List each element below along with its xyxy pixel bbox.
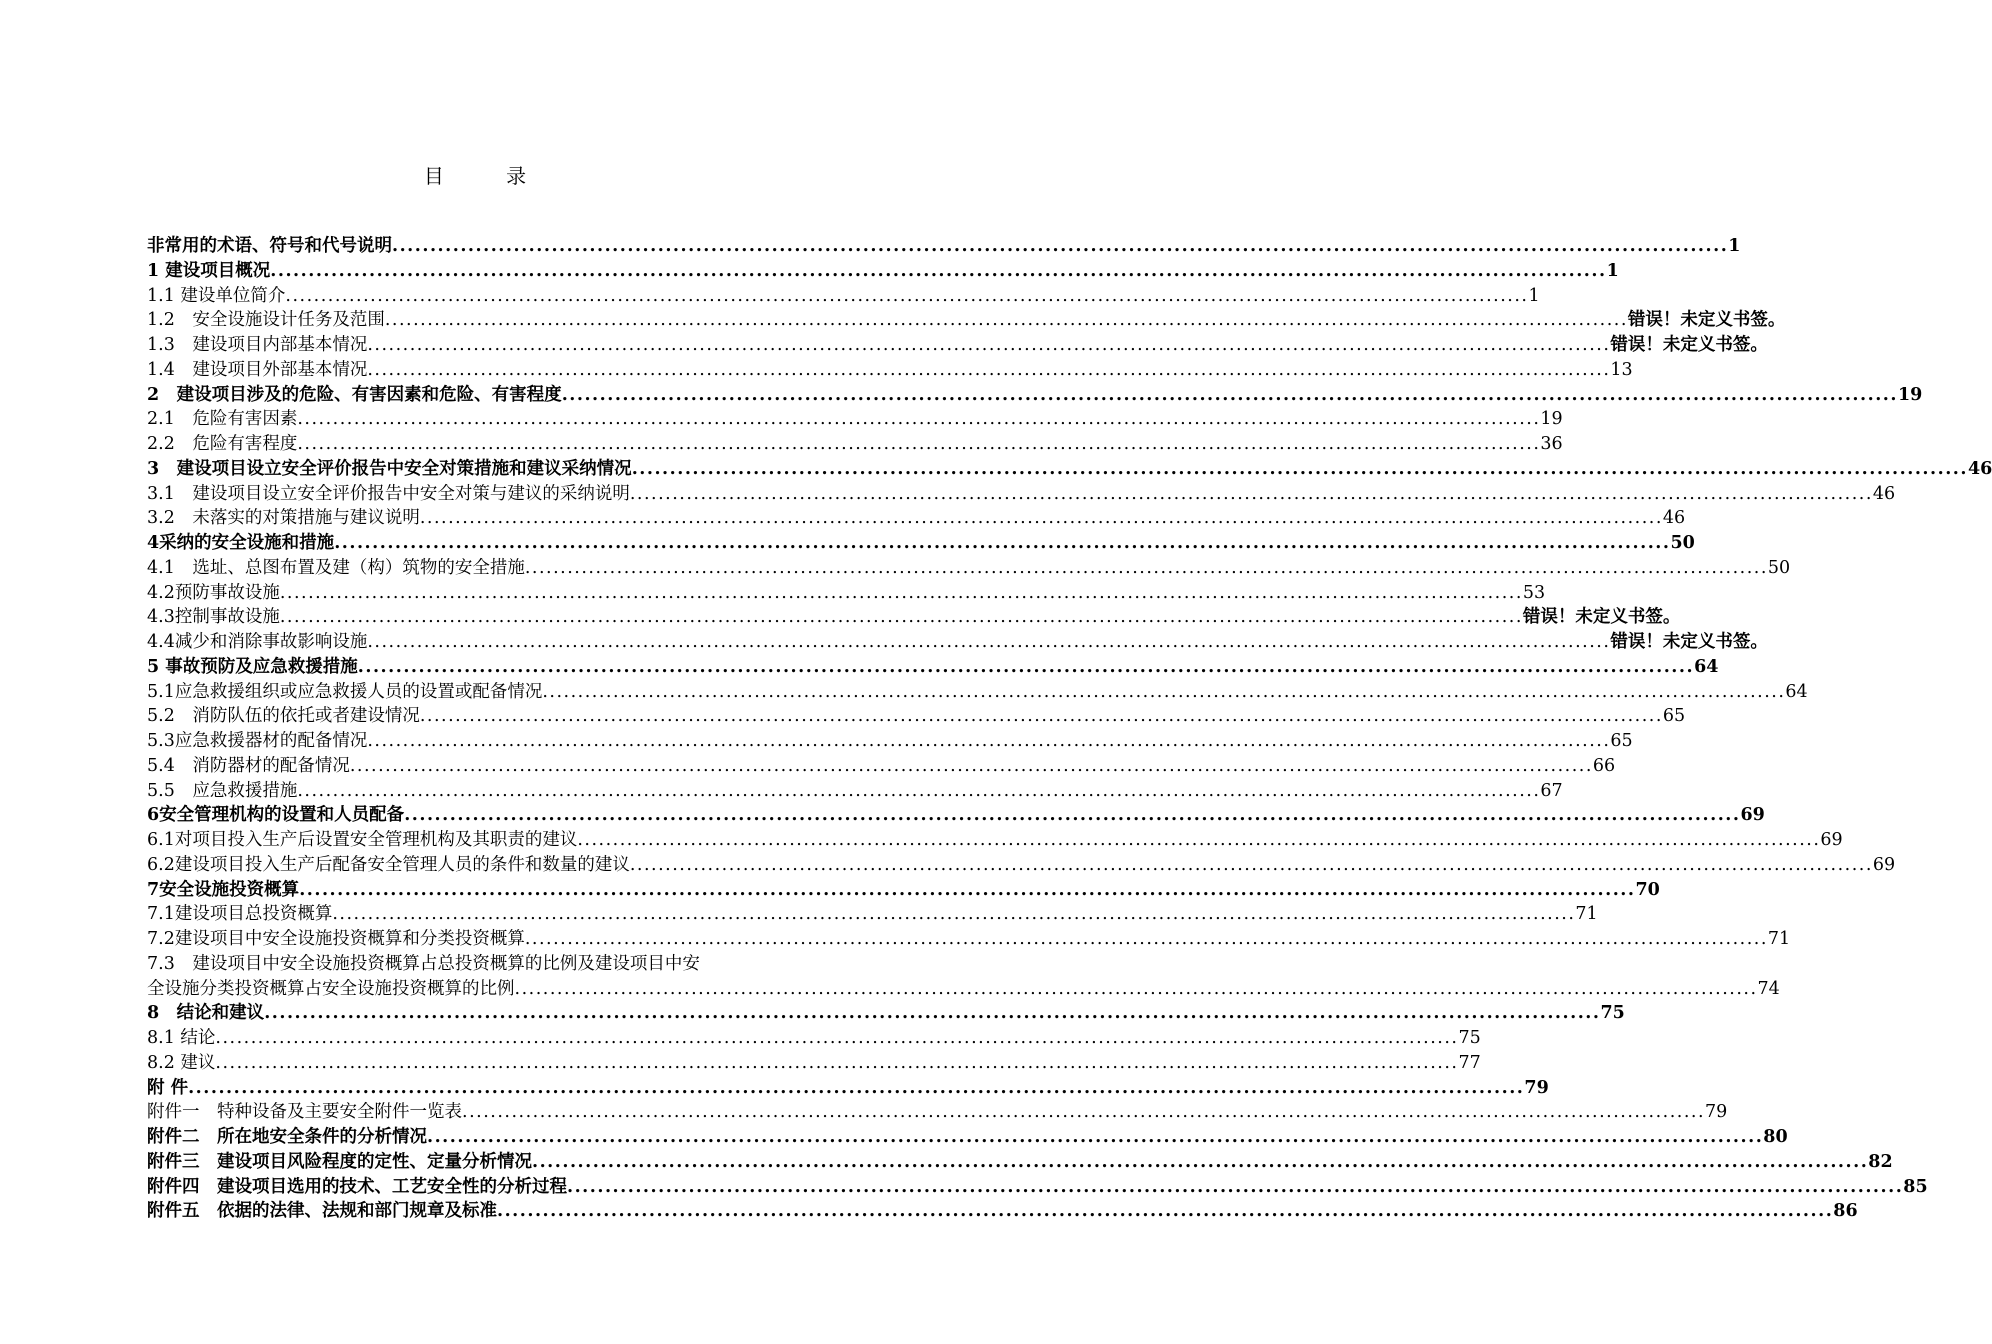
toc-entry-label: 附件二 所在地安全条件的分析情况 <box>147 1127 427 1147</box>
toc-leader-dots <box>515 977 1758 1002</box>
toc-entry[interactable] <box>147 581 1546 606</box>
toc-page-number: 53 <box>1522 582 1546 603</box>
toc-leader-dots <box>367 333 1610 358</box>
toc-page-number: 79 <box>1524 1077 1549 1098</box>
toc-page-number: 1 <box>1728 236 1741 256</box>
toc-entry-label: 3.1 建设项目设立安全评价报告中安全对策与建议的采纳说明 <box>147 483 630 504</box>
toc-page-number: 75 <box>1458 1028 1481 1048</box>
toc-bookmark-error: 错误！未定义书签。 <box>1522 607 1681 628</box>
toc-leader-dots <box>367 630 1610 655</box>
toc-wrapped-entry[interactable] <box>147 952 1780 1002</box>
toc-page-number: 69 <box>1872 854 1896 875</box>
toc-entry-label: 非常用的术语、符号和代号说明 <box>147 236 392 256</box>
toc-entry-label: 1.1 建设单位简介 <box>147 285 286 306</box>
toc-entry-label: 1.4 建设项目外部基本情况 <box>147 359 368 380</box>
toc-leader-dots <box>367 729 1610 754</box>
toc-page-number: 71 <box>1767 929 1791 949</box>
toc-entry-label: 5.3应急救援器材的配备情况 <box>147 731 368 751</box>
toc-page-number: 67 <box>1540 780 1563 801</box>
toc-leader-dots <box>532 1150 1868 1175</box>
toc-leader-dots <box>297 432 1540 457</box>
toc-entry[interactable] <box>147 630 1768 655</box>
toc-page-number: 69 <box>1820 830 1843 850</box>
toc-page-number: 71 <box>1575 904 1598 925</box>
toc-entry-label: 附件四 建设项目选用的技术、工艺安全性的分析过程 <box>147 1176 567 1197</box>
toc-page-number: 46 <box>1967 458 1992 479</box>
toc-entry[interactable] <box>147 1026 1481 1051</box>
toc-entry-label: 6.1对项目投入生产后设置安全管理机构及其职责的建议 <box>147 830 578 850</box>
toc-leader-dots <box>420 704 1663 729</box>
toc-leader-dots <box>350 754 1593 779</box>
toc-entry[interactable] <box>147 1150 1893 1175</box>
toc-leader-dots <box>215 1051 1458 1076</box>
toc-leader-dots <box>525 927 1768 952</box>
toc-entry-label: 1 建设项目概况 <box>147 260 271 281</box>
toc-leader-dots <box>630 482 1873 507</box>
toc-page-number: 65 <box>1662 706 1686 727</box>
toc-leader-dots <box>404 803 1740 828</box>
toc-entry[interactable] <box>147 259 1619 284</box>
toc-entry[interactable] <box>147 284 1540 309</box>
toc-entry-label: 附 件 <box>147 1077 189 1098</box>
toc-page-number: 75 <box>1600 1003 1625 1024</box>
toc-entry[interactable] <box>147 506 1686 531</box>
toc-leader-dots <box>542 680 1785 705</box>
toc-entry-label: 1.2 安全设施设计任务及范围 <box>147 310 385 331</box>
toc-entry-label: 8 结论和建议 <box>147 1003 265 1024</box>
toc-page-number: 86 <box>1833 1201 1858 1222</box>
toc-page-number: 79 <box>1705 1102 1728 1123</box>
toc-entry-label: 7.1建设项目总投资概算 <box>147 904 333 925</box>
toc-entry-label: 2.2 危险有害程度 <box>147 434 298 454</box>
toc-leader-dots <box>427 1125 1763 1150</box>
toc-entry-label: 8.2 建议 <box>147 1052 216 1073</box>
toc-entry[interactable] <box>147 1051 1481 1076</box>
toc-bookmark-error: 错误！未定义书签。 <box>1610 632 1768 652</box>
toc-entry-label: 4.3控制事故设施 <box>147 607 280 628</box>
toc-page-number: 66 <box>1592 755 1616 776</box>
toc-entry[interactable] <box>147 531 1695 556</box>
toc-entry[interactable] <box>147 878 1660 903</box>
toc-entry-label: 附件五 依据的法律、法规和部门规章及标准 <box>147 1201 497 1222</box>
toc-entry-label: 7安全设施投资概算 <box>147 879 300 900</box>
toc-page-number: 80 <box>1763 1127 1788 1147</box>
toc-entry-label: 4采纳的安全设施和措施 <box>147 533 335 553</box>
toc-leader-dots <box>392 234 1728 259</box>
toc-page-number: 64 <box>1785 681 1808 702</box>
toc-leader-dots <box>285 284 1528 309</box>
toc-leader-dots <box>332 902 1575 927</box>
toc-bookmark-error: 错误！未定义书签。 <box>1627 310 1786 331</box>
toc-entry[interactable] <box>147 556 1791 581</box>
toc-page-number: 70 <box>1635 879 1660 900</box>
toc-entry[interactable] <box>147 902 1598 927</box>
toc-entry[interactable] <box>147 655 1719 680</box>
toc-leader-dots <box>264 1001 1600 1026</box>
toc-entry[interactable] <box>147 383 1923 408</box>
toc-entry-label: 4.2预防事故设施 <box>147 582 280 603</box>
toc-entry[interactable] <box>147 729 1633 754</box>
toc-section-a <box>147 234 1992 952</box>
toc-entry[interactable] <box>147 1076 1549 1101</box>
toc-entry[interactable] <box>147 308 1786 333</box>
toc-entry[interactable] <box>147 1001 1625 1026</box>
toc-page-number: 1 <box>1528 285 1540 306</box>
toc-leader-dots <box>280 581 1523 606</box>
toc-entry-label: 6安全管理机构的设置和人员配备 <box>147 805 405 826</box>
toc-entry-label: 5.5 应急救援措施 <box>147 780 298 801</box>
toc-page-number: 77 <box>1458 1052 1481 1073</box>
toc-entry-label: 8.1 结论 <box>147 1028 216 1048</box>
toc-entry[interactable] <box>147 828 1843 853</box>
toc-entry[interactable] <box>147 333 1768 358</box>
toc-leader-dots <box>562 383 1898 408</box>
toc-entry-label: 7.2建设项目中安全设施投资概算和分类投资概算 <box>147 929 525 949</box>
toc-leader-dots <box>632 457 1968 482</box>
toc-leader-dots <box>334 531 1670 556</box>
toc-entry-label: 2.1 危险有害因素 <box>147 409 298 430</box>
toc-leader-dots <box>630 853 1873 878</box>
toc-leader-dots <box>270 259 1606 284</box>
toc-leader-dots <box>567 1175 1903 1200</box>
toc-entry-label: 3 建设项目设立安全评价报告中安全对策措施和建议采纳情况 <box>147 458 632 479</box>
toc-leader-dots <box>358 655 1694 680</box>
toc-leader-dots <box>462 1100 1705 1125</box>
toc-leader-dots <box>367 358 1610 383</box>
toc-entry-label: 5.4 消防器材的配备情况 <box>147 755 350 776</box>
toc-entry[interactable] <box>147 605 1681 630</box>
toc-page-number: 50 <box>1670 533 1695 553</box>
table-of-contents <box>147 234 1992 1224</box>
toc-entry[interactable] <box>147 432 1563 457</box>
toc-entry[interactable] <box>147 1175 1928 1200</box>
toc-page-number: 19 <box>1540 409 1563 430</box>
toc-leader-dots <box>420 506 1663 531</box>
toc-entry-label: 2 建设项目涉及的危险、有害因素和危险、有害程度 <box>147 384 562 405</box>
toc-entry[interactable] <box>147 680 1808 705</box>
toc-leader-dots <box>188 1076 1524 1101</box>
toc-leader-dots <box>525 556 1768 581</box>
toc-wrapped-line1: 7.3 建设项目中安全设施投资概算占总投资概算的比例及建设项目中安 <box>147 953 700 974</box>
toc-entry-label: 3.2 未落实的对策措施与建议说明 <box>147 508 420 529</box>
toc-entry-label: 5.1应急救援组织或应急救援人员的设置或配备情况 <box>147 681 543 702</box>
toc-entry-label: 6.2建设项目投入生产后配备安全管理人员的条件和数量的建议 <box>147 854 630 875</box>
toc-page-number: 74 <box>1757 978 1780 999</box>
toc-leader-dots <box>385 308 1628 333</box>
toc-leader-dots <box>280 605 1523 630</box>
toc-page-number: 82 <box>1868 1151 1893 1172</box>
toc-page-number: 64 <box>1694 656 1719 677</box>
toc-entry[interactable] <box>147 779 1563 804</box>
toc-entry[interactable] <box>147 853 1896 878</box>
toc-leader-dots <box>297 779 1540 804</box>
toc-entry[interactable] <box>147 457 1992 482</box>
toc-leader-dots <box>215 1026 1458 1051</box>
toc-entry[interactable] <box>147 1199 1858 1224</box>
toc-page-number: 69 <box>1740 805 1765 826</box>
toc-entry-label: 附件一 特种设备及主要安全附件一览表 <box>147 1102 462 1123</box>
toc-entry[interactable] <box>147 754 1616 779</box>
toc-page-number: 85 <box>1903 1176 1928 1197</box>
toc-wrapped-line2: 全设施分类投资概算占安全设施投资概算的比例 <box>147 978 515 999</box>
toc-leader-dots <box>497 1199 1833 1224</box>
toc-leader-dots <box>299 878 1635 903</box>
toc-entry[interactable] <box>147 358 1633 383</box>
toc-entry[interactable] <box>147 482 1896 507</box>
toc-bookmark-error: 错误！未定义书签。 <box>1610 335 1768 355</box>
toc-entry[interactable] <box>147 407 1563 432</box>
toc-entry-label: 附件三 建设项目风险程度的定性、定量分析情况 <box>147 1151 532 1172</box>
page-title: 目 录 <box>423 164 555 188</box>
toc-page-number: 13 <box>1610 359 1633 380</box>
toc-entry[interactable] <box>147 1100 1728 1125</box>
toc-page-number: 50 <box>1767 557 1791 578</box>
toc-leader-dots <box>297 407 1540 432</box>
toc-entry-label: 4.4减少和消除事故影响设施 <box>147 632 368 652</box>
toc-page-number: 46 <box>1662 508 1686 529</box>
toc-page-number: 65 <box>1610 731 1633 751</box>
toc-entry[interactable] <box>147 704 1686 729</box>
toc-entry[interactable] <box>147 234 1741 259</box>
toc-page-number: 46 <box>1872 483 1896 504</box>
toc-entry[interactable] <box>147 1125 1788 1150</box>
toc-entry[interactable] <box>147 927 1791 952</box>
toc-leader-dots <box>577 828 1820 853</box>
toc-section-b <box>147 1001 1928 1224</box>
toc-entry-label: 4.1 选址、总图布置及建（构）筑物的安全措施 <box>147 557 525 578</box>
toc-entry-label: 5 事故预防及应急救援措施 <box>147 656 358 677</box>
toc-page-number: 36 <box>1540 434 1563 454</box>
toc-page-number: 1 <box>1606 260 1619 281</box>
toc-wrapped-line2-row <box>147 977 1780 1002</box>
toc-entry-label: 1.3 建设项目内部基本情况 <box>147 335 368 355</box>
toc-page-number: 19 <box>1897 384 1923 405</box>
toc-entry-label: 5.2 消防队伍的依托或者建设情况 <box>147 706 420 727</box>
toc-entry[interactable] <box>147 803 1765 828</box>
